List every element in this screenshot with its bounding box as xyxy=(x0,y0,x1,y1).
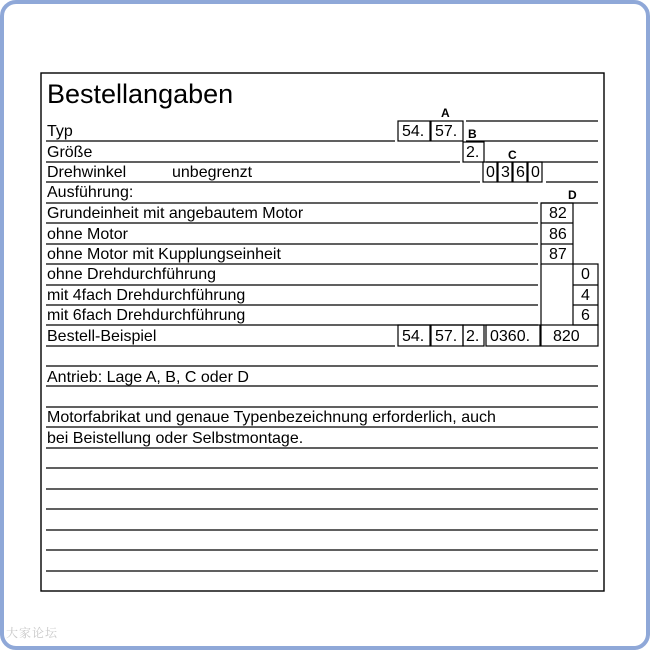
row-label-grundeinheit: Grundeinheit mit angebautem Motor xyxy=(47,205,304,222)
column-letter-c: C xyxy=(508,148,517,162)
code-d-ohne-dreh: 0 xyxy=(581,266,590,283)
code-d-6fach: 6 xyxy=(581,307,590,324)
example-code-5: 820 xyxy=(553,328,580,345)
code-d-grund: 82 xyxy=(549,205,567,222)
watermark: 大家论坛 xyxy=(6,626,59,640)
row-label-mit-6fach: mit 6fach Drehdurchführung xyxy=(47,307,246,324)
drehwinkel-value: unbegrenzt xyxy=(172,164,253,181)
code-d-ohne-motor: 86 xyxy=(549,226,567,243)
row-label-ohne-motor: ohne Motor xyxy=(47,226,128,243)
row-label-ohne-dreh: ohne Drehdurchführung xyxy=(47,266,217,283)
example-code-2: 57. xyxy=(435,328,458,345)
code-d-4fach: 4 xyxy=(581,287,590,304)
note-antrieb: Antrieb: Lage A, B, C oder D xyxy=(47,369,249,386)
code-dreh-c2: 3 xyxy=(501,164,510,181)
example-code-4: 0360. xyxy=(490,328,531,345)
example-code-3: 2. xyxy=(466,328,480,345)
row-label-ohne-motor-kupplung: ohne Motor mit Kupplungseinheit xyxy=(47,246,281,263)
row-label-typ: Typ xyxy=(47,123,73,140)
note-motor-line2: bei Beistellung oder Selbstmontage. xyxy=(47,430,304,447)
row-label-drehwinkel: Drehwinkel xyxy=(47,164,127,181)
column-letter-a: A xyxy=(441,106,450,120)
code-d-kupplung: 87 xyxy=(549,246,567,263)
column-letter-b: B xyxy=(468,127,477,141)
row-label-ausfuehrung: Ausführung: xyxy=(47,184,134,201)
example-code-1: 54. xyxy=(402,328,425,345)
row-label-groesse: Größe xyxy=(47,144,93,161)
code-dreh-c4: 0 xyxy=(531,164,540,181)
row-label-mit-4fach: mit 4fach Drehdurchführung xyxy=(47,287,246,304)
code-typ-a2: 57. xyxy=(435,123,458,140)
form-title: Bestellangaben xyxy=(47,79,234,109)
column-letter-d: D xyxy=(568,188,577,202)
code-dreh-c1: 0 xyxy=(486,164,495,181)
code-typ-a1: 54. xyxy=(402,123,425,140)
code-dreh-c3: 6 xyxy=(516,164,525,181)
row-label-beispiel: Bestell-Beispiel xyxy=(47,328,157,345)
code-groesse-b: 2. xyxy=(466,144,480,161)
note-motor-line1: Motorfabrikat und genaue Typenbezeichnung erforderlich, auch xyxy=(47,409,496,426)
